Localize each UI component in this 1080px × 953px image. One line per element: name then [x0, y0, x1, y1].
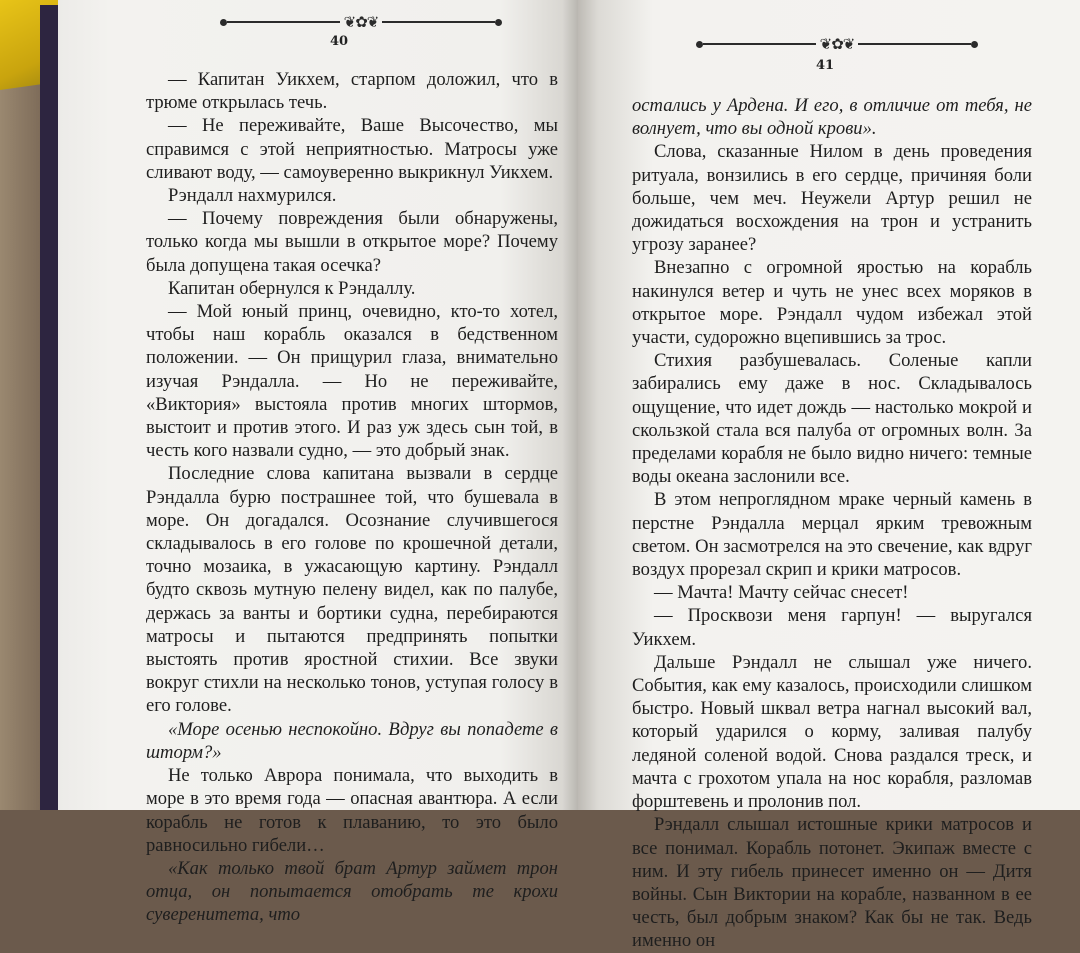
paragraph: Рэндалл нахмурился.: [168, 185, 337, 207]
paragraph: — Не переживайте, Ваше Высочество, мы справимся с этой неприятностью. Матросы уже сливают воду, — самоуверенно выкрикнул Уикхем.: [146, 115, 558, 183]
paragraph: — Просквози меня гарпун! — выругался Уикхем.: [632, 605, 1032, 650]
paragraph: «Море осенью неспокойно. Вдруг вы попадете в шторм?»: [146, 718, 558, 763]
paragraph: Рэндалл слышал истошные крики матросов и все понимал. Корабль потонет. Экипаж вместе с ним. И эту гибель принесет именно он — Дитя войны. Сын Виктории на корабле, названном в ее честь, был добрым знаком? Как бы не так. Ведь именно он: [632, 814, 1032, 952]
header-ornament: [696, 36, 978, 52]
flourish-icon: ❦✿❦: [343, 13, 379, 31]
left-page: [58, 0, 578, 926]
paragraph: Не только Аврора понимала, что выходить в море в это время года — опасная авантюра. А если корабль не готов к плаванию, то это было равносильно гибели…: [146, 765, 558, 856]
page-number: 41: [816, 58, 835, 73]
right-page: [578, 0, 1080, 952]
paragraph: остались у Ардена. И его, в отличие от тебя, не волнует, что вы одной крови».: [632, 95, 1032, 140]
flourish-icon: ❦✿❦: [819, 35, 855, 53]
paragraph: — Мачта! Мачту сейчас снесет!: [654, 582, 909, 604]
paragraph: Дальше Рэндалл не слышал уже ничего. События, как ему казалось, происходили слишком быстро. Новый шквал ветра нагнал высокий вал, который ударился о корму, заливая палубу ледяной соленой водой. Снова раздался треск, и мачта с грохотом упала на нос корабля, разломав форштевень и пролонив пол.: [632, 651, 1032, 813]
paragraph: Последние слова капитана вызвали в сердце Рэндалла бурю пострашнее той, что бушевала в море. Он догадался. Осознание случившегося складывалось в его голове по крошечной детали, точно мозаика, в ужасающую картину. Рэндалл будто сквозь мутную пелену видел, как по палубе, держась за ванты и бортики судна, перебираются матросы и пытаются предпринять попытки выстоять против яростной стихии. Все звуки вокруг стихли на несколько тонов, уступая голосу в его голове.: [146, 463, 558, 717]
paragraph: Внезапно с огромной яростью на корабль накинулся ветер и чуть не унес всех моряков в открытое море. Рэндалл чудом избежал этой участи, судорожно вцепившись за трос.: [632, 257, 1032, 349]
paragraph: — Почему повреждения были обнаружены, только когда мы вышли в открытое море? Почему была допущена такая осечка?: [146, 208, 558, 276]
paragraph: «Как только твой брат Артур займет трон отца, он попытается отобрать те крохи суверенитета, что: [146, 857, 558, 926]
paragraph: Стихия разбушевалась. Соленые капли забирались ему даже в нос. Складывалось ощущение, что идет дождь — настолько мокрой и скользкой стала вся палуба от огромных волн. За пределами корабля не было видно ничего: темные воды океана заслонили все.: [632, 350, 1032, 488]
paragraph: Слова, сказанные Нилом в день проведения ритуала, вонзились в его сердце, причиняя боли больше, чем меч. Неужели Артур решил не дожидаться восхождения на трон и устранить угрозу заранее?: [632, 141, 1032, 256]
paragraph: В этом непроглядном мраке черный камень в перстне Рэндалла мерцал ярким тревожным светом. Он засмотрелся на это свечение, как вдруг воздух прорезал скрип и крики матросов.: [632, 489, 1032, 581]
page-text: [632, 94, 1032, 953]
page-text: [146, 68, 558, 927]
paragraph: Капитан обернулся к Рэндаллу.: [168, 277, 416, 299]
header-ornament: [220, 14, 502, 30]
paragraph: — Капитан Уикхем, старпом доложил, что в трюме открылась течь.: [146, 69, 558, 114]
page-number: 40: [330, 34, 349, 49]
paragraph: — Мой юный принц, очевидно, кто-то хотел, чтобы наш корабль оказался в бедственном положении. — Он прищурил глаза, внимательно изучая Рэндалла. — Но не переживайте, «Виктория» выстояла против многих штормов, выстоит и против этого. И раз уж здесь сын той, в честь кого назвали судно, — это добрый знак.: [146, 301, 558, 462]
